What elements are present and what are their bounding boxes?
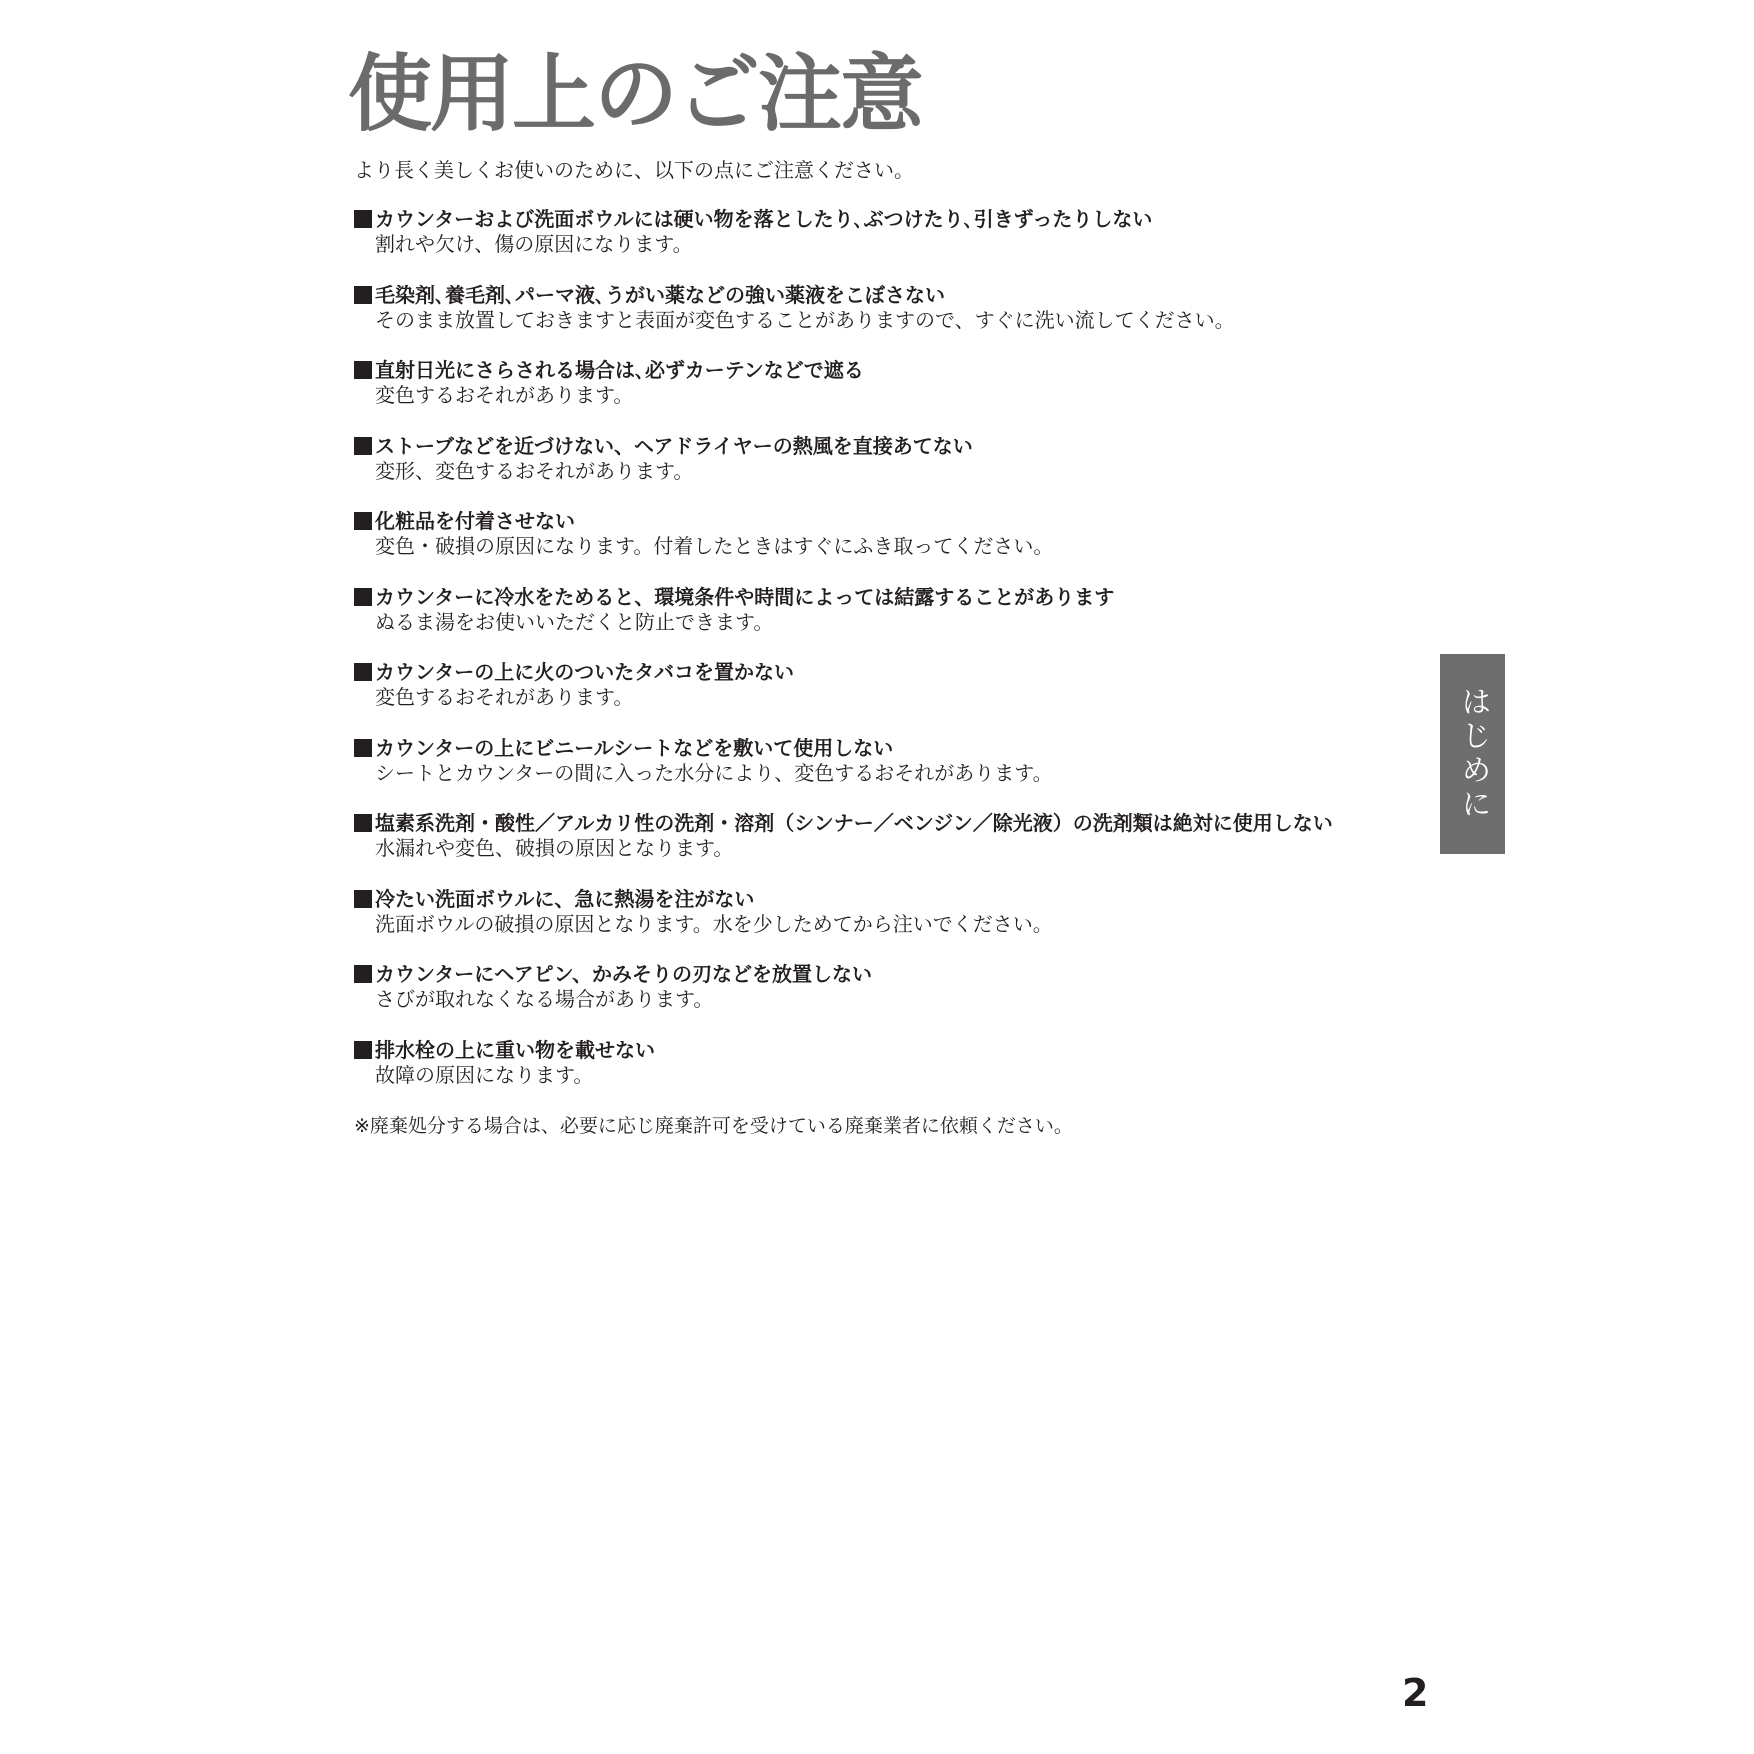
caution-heading — [354, 283, 1414, 308]
caution-heading-text: カウンターの上に火のついたタバコを置かない — [375, 660, 794, 684]
square-bullet-icon — [354, 663, 372, 681]
disposal-note: ※廃棄処分する場合は、必要に応じ廃棄許可を受けている廃棄業者に依頼ください。 — [354, 1115, 1073, 1137]
square-bullet-icon — [354, 437, 372, 455]
square-bullet-icon — [354, 965, 372, 983]
caution-item — [354, 283, 1414, 333]
caution-item — [354, 1038, 1414, 1088]
caution-heading — [354, 434, 1414, 459]
caution-item — [354, 811, 1414, 861]
square-bullet-icon — [354, 890, 372, 908]
page-number: 2 — [1402, 1671, 1429, 1715]
section-tab-label: はじめに — [1455, 686, 1491, 822]
caution-item — [354, 887, 1414, 937]
caution-heading — [354, 207, 1414, 232]
caution-detail: さびが取れなくなる場合があります。 — [375, 987, 714, 1011]
caution-item — [354, 434, 1414, 484]
square-bullet-icon — [354, 512, 372, 530]
square-bullet-icon — [354, 210, 372, 228]
caution-heading-text: カウンターおよび洗面ボウルには硬い物を落としたり､ぶつけたり､引きずったりしない — [375, 207, 1153, 231]
caution-detail: シートとカウンターの間に入った水分により、変色するおそれがあります。 — [375, 760, 1053, 785]
square-bullet-icon — [354, 1041, 372, 1059]
page-title: 使用上のご注意 — [348, 45, 923, 143]
square-bullet-icon — [354, 286, 372, 304]
caution-list — [354, 207, 1414, 1113]
caution-detail: 変色するおそれがあります。 — [375, 685, 634, 709]
caution-heading — [354, 887, 1414, 912]
caution-detail: 洗面ボウルの破損の原因となります。水を少しためてから注いでください。 — [375, 911, 1053, 936]
caution-heading-text: 排水栓の上に重い物を載せない — [375, 1037, 655, 1062]
caution-heading-text: カウンターにヘアピン、かみそりの刃などを放置しない — [375, 962, 872, 986]
caution-detail: 変形、変色するおそれがあります。 — [375, 458, 694, 483]
caution-item — [354, 509, 1414, 559]
caution-detail: 故障の原因になります。 — [375, 1062, 594, 1087]
caution-heading — [354, 660, 1414, 685]
caution-heading-text: 冷たい洗面ボウルに、急に熱湯を注がない — [375, 886, 755, 911]
square-bullet-icon — [354, 814, 372, 832]
caution-heading — [354, 585, 1414, 610]
square-bullet-icon — [354, 739, 372, 757]
caution-heading — [354, 358, 1414, 383]
section-tab — [1440, 654, 1505, 854]
caution-heading — [354, 811, 1414, 836]
intro-text: より長く美しくお使いのために、以下の点にご注意ください。 — [354, 158, 914, 182]
caution-detail: 変色するおそれがあります。 — [375, 383, 634, 407]
caution-heading-text: カウンターに冷水をためると、環境条件や時間によっては結露することがあります — [375, 584, 1115, 609]
square-bullet-icon — [354, 588, 372, 606]
caution-item — [354, 962, 1414, 1012]
caution-item — [354, 660, 1414, 710]
caution-heading — [354, 509, 1414, 534]
caution-item — [354, 585, 1414, 635]
caution-heading-text: 直射日光にさらされる場合は､必ずカーテンなどで遮る — [375, 358, 864, 382]
caution-detail: ぬるま湯をお使いいただくと防止できます。 — [375, 609, 774, 634]
square-bullet-icon — [354, 361, 372, 379]
caution-heading — [354, 736, 1414, 761]
caution-heading-text: 毛染剤､養毛剤､パーマ液､うがい薬などの強い薬液をこぼさない — [375, 282, 945, 307]
caution-heading — [354, 962, 1414, 987]
caution-item — [354, 207, 1414, 257]
caution-item — [354, 736, 1414, 786]
caution-item — [354, 358, 1414, 408]
caution-heading-text: 化粧品を付着させない — [375, 509, 575, 533]
caution-detail: 変色・破損の原因になります。付着したときはすぐにふき取ってください。 — [375, 534, 1054, 558]
caution-heading-text: ストーブなどを近づけない、ヘアドライヤーの熱風を直接あてない — [375, 433, 973, 458]
caution-detail: 割れや欠け、傷の原因になります。 — [375, 232, 693, 256]
caution-heading — [354, 1038, 1414, 1063]
caution-detail: 水漏れや変色、破損の原因となります。 — [375, 836, 734, 860]
caution-detail: そのまま放置しておきますと表面が変色することがありますので、すぐに洗い流してください。 — [375, 307, 1235, 332]
caution-heading-text: 塩素系洗剤・酸性／アルカリ性の洗剤・溶剤（シンナー／ベンジン／除光液）の洗剤類は絶対に使用しない — [375, 811, 1333, 835]
caution-heading-text: カウンターの上にビニールシートなどを敷いて使用しない — [375, 735, 894, 760]
